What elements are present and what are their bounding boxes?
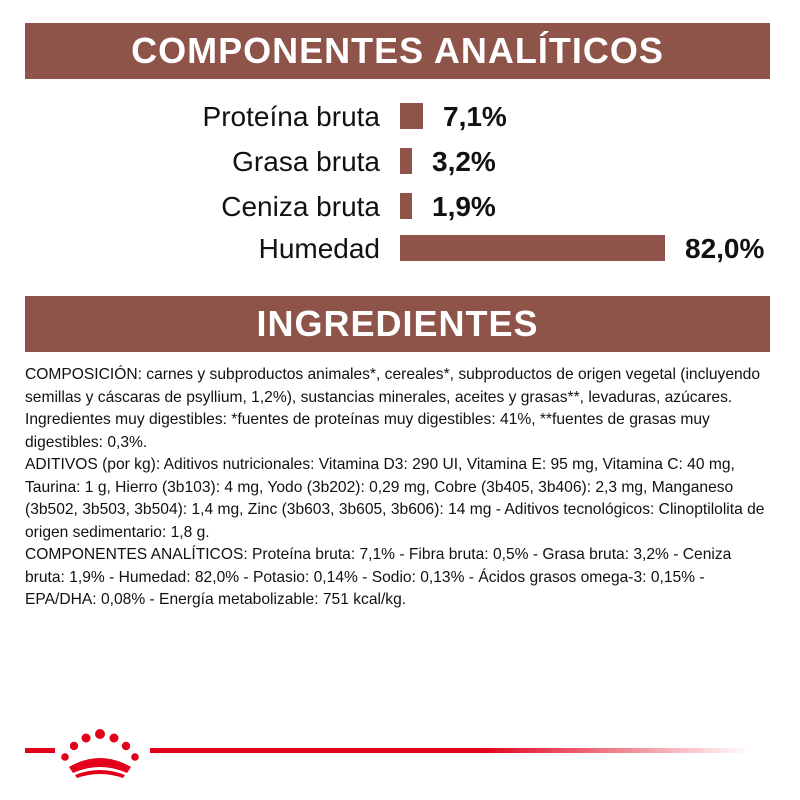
nutrient-label: Ceniza bruta <box>221 191 380 222</box>
nutrient-bar <box>400 148 412 174</box>
ingredients-composition: COMPOSICIÓN: carnes y subproductos animales*, cereales*, subproductos de origen vegetal (incluyendo semillas y cáscaras de psyllium, 1,2%), sustancias minerales, aceites y grasas**, levaduras, azúcares. Ingredientes muy digestibles: *fuentes de proteínas muy digestibles: 41%, **fuentes de grasas muy digestibles: 0,3%. <box>25 366 761 451</box>
nutrient-label: Humedad <box>258 233 380 264</box>
nutrient-row-ash <box>0 189 800 225</box>
nutrient-row-moisture <box>0 231 800 267</box>
ingredients-analytic-components: COMPONENTES ANALÍTICOS: Proteína bruta: 7,1% - Fibra bruta: 0,5% - Grasa bruta: 3,2% - Ceniza bruta: 1,9% - Humedad: 82,0% - Potasio: 0,14% - Sodio: 0,13% - Ácidos grasos omega-3: 0,15% - EPA/DHA: 0,08% - Energía metabolizable: 751 kcal/kg. <box>25 546 732 608</box>
ingredients-title: INGREDIENTES <box>256 303 539 344</box>
ingredients-banner <box>25 296 770 352</box>
nutrient-bar-list <box>0 0 800 290</box>
analytic-components-title: COMPONENTES ANALÍTICOS <box>131 30 664 71</box>
nutrient-value: 1,9% <box>432 191 496 222</box>
royal-canin-crown-icon <box>55 727 145 779</box>
nutrient-label: Grasa bruta <box>232 146 380 177</box>
nutrient-bar <box>400 235 665 261</box>
nutrient-row-protein <box>0 99 800 135</box>
nutrient-value: 82,0% <box>685 233 765 264</box>
nutrient-row-fat <box>0 144 800 180</box>
nutrient-bar <box>400 193 412 219</box>
nutrient-value: 7,1% <box>443 101 507 132</box>
nutrient-bar <box>400 103 423 129</box>
ingredients-additives: ADITIVOS (por kg): Aditivos nutricionales: Vitamina D3: 290 UI, Vitamina E: 95 mg, Vitamina C: 40 mg, Taurina: 1 g, Hierro (3b103): 4 mg, Yodo (3b202): 0,29 mg, Cobre (3b405, 3b406): 2,3 mg, Manganeso (3b502, 3b503, 3b504): 1,4 mg, Zinc (3b603, 3b605, 3b606): 14 mg - Aditivos tecnológicos: Clinoptilolita de origen sedimentario: 1,8 g. <box>25 456 765 541</box>
footer-line-left <box>25 748 55 753</box>
ingredients-text-block <box>25 364 775 612</box>
footer-line <box>150 748 750 753</box>
nutrient-value: 3,2% <box>432 146 496 177</box>
nutrient-label: Proteína bruta <box>202 101 380 132</box>
